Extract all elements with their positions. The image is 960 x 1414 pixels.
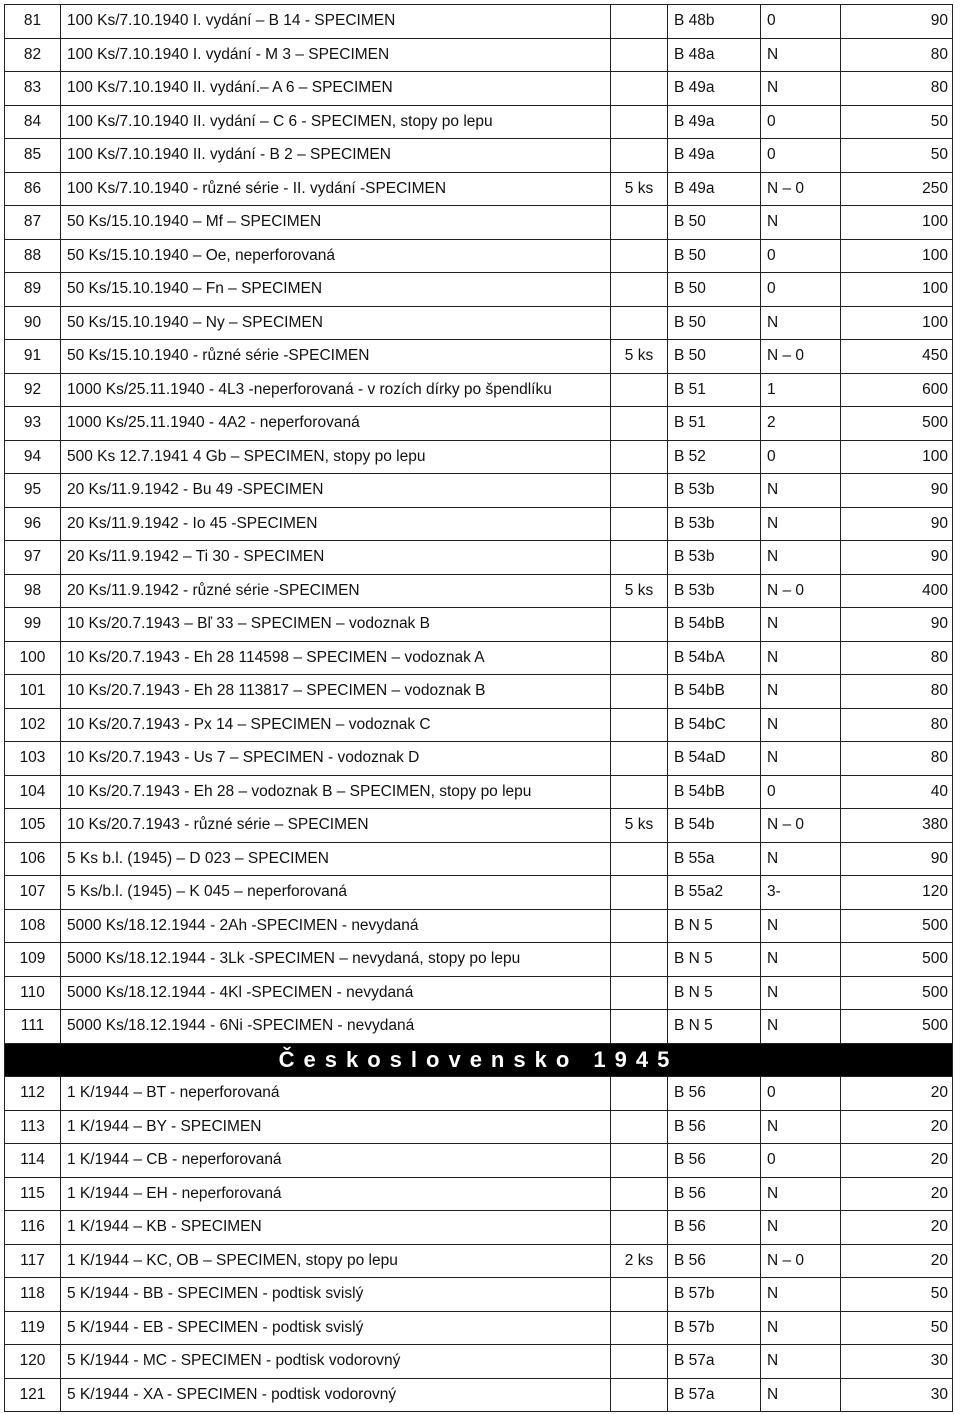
catalog-number: B 49a	[668, 139, 761, 173]
catalog-number: B 55a	[668, 842, 761, 876]
lot-quantity	[611, 742, 668, 776]
lot-price: 100	[841, 206, 953, 240]
lot-price: 500	[841, 1010, 953, 1044]
catalog-number: B 50	[668, 340, 761, 374]
lot-condition: 0	[761, 1077, 841, 1111]
lot-condition: N	[761, 608, 841, 642]
lot-description: 5000 Ks/18.12.1944 - 6Ni -SPECIMEN - nevydaná	[61, 1010, 611, 1044]
catalog-number: B 55a2	[668, 876, 761, 910]
lot-quantity	[611, 1177, 668, 1211]
lot-condition: 0	[761, 139, 841, 173]
catalog-number: B 53b	[668, 541, 761, 575]
lot-number: 120	[5, 1345, 61, 1379]
lot-number: 90	[5, 306, 61, 340]
lot-quantity	[611, 775, 668, 809]
lot-price: 100	[841, 306, 953, 340]
lot-number: 94	[5, 440, 61, 474]
table-row	[5, 306, 953, 340]
lot-price: 500	[841, 976, 953, 1010]
lot-price: 50	[841, 1311, 953, 1345]
lot-condition: 0	[761, 239, 841, 273]
lot-number: 108	[5, 909, 61, 943]
lot-description: 1000 Ks/25.11.1940 - 4L3 -neperforovaná - v rozích dírky po špendlíku	[61, 373, 611, 407]
table-row	[5, 407, 953, 441]
lot-description: 1 K/1944 – EH - neperforovaná	[61, 1177, 611, 1211]
lot-quantity	[611, 1278, 668, 1312]
lot-condition: N	[761, 943, 841, 977]
lot-quantity	[611, 1144, 668, 1178]
lot-price: 100	[841, 440, 953, 474]
lot-number: 87	[5, 206, 61, 240]
lot-description: 5000 Ks/18.12.1944 - 3Lk -SPECIMEN – nevydaná, stopy po lepu	[61, 943, 611, 977]
lot-description: 100 Ks/7.10.1940 I. vydání - M 3 – SPECIMEN	[61, 38, 611, 72]
table-row	[5, 708, 953, 742]
lot-condition: N	[761, 842, 841, 876]
lot-quantity	[611, 1345, 668, 1379]
lot-number: 91	[5, 340, 61, 374]
lot-number: 111	[5, 1010, 61, 1044]
lot-price: 90	[841, 541, 953, 575]
lot-quantity: 5 ks	[611, 340, 668, 374]
lot-condition: N	[761, 541, 841, 575]
table-row	[5, 507, 953, 541]
lot-quantity	[611, 608, 668, 642]
lot-number: 96	[5, 507, 61, 541]
lot-condition: N	[761, 1177, 841, 1211]
lot-quantity	[611, 1110, 668, 1144]
catalog-number: B N 5	[668, 943, 761, 977]
lot-number: 86	[5, 172, 61, 206]
lot-quantity: 5 ks	[611, 574, 668, 608]
table-row	[5, 1077, 953, 1111]
catalog-number: B 50	[668, 206, 761, 240]
lot-description: 500 Ks 12.7.1941 4 Gb – SPECIMEN, stopy po lepu	[61, 440, 611, 474]
table-row	[5, 809, 953, 843]
lot-description: 5 Ks b.l. (1945) – D 023 – SPECIMEN	[61, 842, 611, 876]
catalog-number: B 50	[668, 273, 761, 307]
lot-quantity	[611, 976, 668, 1010]
lot-description: 50 Ks/15.10.1940 – Mf – SPECIMEN	[61, 206, 611, 240]
lot-quantity	[611, 105, 668, 139]
lot-condition: 0	[761, 273, 841, 307]
table-row	[5, 72, 953, 106]
lot-description: 1 K/1944 – KC, OB – SPECIMEN, stopy po lepu	[61, 1244, 611, 1278]
lot-number: 95	[5, 474, 61, 508]
catalog-number: B N 5	[668, 1010, 761, 1044]
lot-price: 600	[841, 373, 953, 407]
lot-price: 90	[841, 507, 953, 541]
lot-condition: N	[761, 1211, 841, 1245]
lot-quantity	[611, 5, 668, 39]
lot-description: 20 Ks/11.9.1942 - Bu 49 -SPECIMEN	[61, 474, 611, 508]
table-row	[5, 742, 953, 776]
catalog-number: B 56	[668, 1110, 761, 1144]
lot-number: 98	[5, 574, 61, 608]
lot-description: 10 Ks/20.7.1943 - Eh 28 113817 – SPECIMEN – vodoznak B	[61, 675, 611, 709]
lot-quantity	[611, 943, 668, 977]
lot-number: 83	[5, 72, 61, 106]
lot-price: 20	[841, 1110, 953, 1144]
catalog-number: B 57b	[668, 1311, 761, 1345]
lot-number: 116	[5, 1211, 61, 1245]
catalog-number: B 54bC	[668, 708, 761, 742]
lot-condition: N	[761, 306, 841, 340]
lot-condition: N – 0	[761, 1244, 841, 1278]
lot-description: 1 K/1944 – BY - SPECIMEN	[61, 1110, 611, 1144]
lot-condition: N	[761, 474, 841, 508]
catalog-number: B 49a	[668, 172, 761, 206]
lot-quantity	[611, 239, 668, 273]
lot-number: 110	[5, 976, 61, 1010]
table-row	[5, 1244, 953, 1278]
lot-number: 117	[5, 1244, 61, 1278]
lot-condition: 0	[761, 1144, 841, 1178]
lot-condition: N	[761, 72, 841, 106]
lot-rows-lower	[5, 1077, 953, 1412]
lot-price: 80	[841, 38, 953, 72]
table-row	[5, 1110, 953, 1144]
lot-description: 50 Ks/15.10.1940 - různé série -SPECIMEN	[61, 340, 611, 374]
lot-quantity	[611, 38, 668, 72]
catalog-number: B 57a	[668, 1378, 761, 1412]
lot-number: 106	[5, 842, 61, 876]
lot-number: 93	[5, 407, 61, 441]
lot-price: 90	[841, 842, 953, 876]
catalog-number: B 54bB	[668, 675, 761, 709]
lot-description: 5 K/1944 - EB - SPECIMEN - podtisk svislý	[61, 1311, 611, 1345]
lot-condition: N	[761, 206, 841, 240]
lot-description: 20 Ks/11.9.1942 - Io 45 -SPECIMEN	[61, 507, 611, 541]
catalog-number: B 57b	[668, 1278, 761, 1312]
table-row	[5, 1144, 953, 1178]
table-row	[5, 1345, 953, 1379]
catalog-number: B 54bB	[668, 608, 761, 642]
lot-quantity	[611, 306, 668, 340]
lot-price: 380	[841, 809, 953, 843]
lot-number: 114	[5, 1144, 61, 1178]
lot-quantity	[611, 876, 668, 910]
lot-condition: 0	[761, 440, 841, 474]
lot-number: 104	[5, 775, 61, 809]
lot-price: 80	[841, 641, 953, 675]
lot-description: 100 Ks/7.10.1940 II. vydání – C 6 - SPECIMEN, stopy po lepu	[61, 105, 611, 139]
lot-condition: 0	[761, 105, 841, 139]
lot-quantity: 5 ks	[611, 809, 668, 843]
lot-price: 40	[841, 775, 953, 809]
lot-description: 1 K/1944 – BT - neperforovaná	[61, 1077, 611, 1111]
lot-condition: N	[761, 1311, 841, 1345]
lot-price: 90	[841, 474, 953, 508]
lot-condition: N	[761, 909, 841, 943]
lot-quantity	[611, 675, 668, 709]
table-row	[5, 139, 953, 173]
lot-condition: 3-	[761, 876, 841, 910]
table-row	[5, 474, 953, 508]
lot-quantity	[611, 474, 668, 508]
lot-quantity	[611, 1077, 668, 1111]
lot-number: 121	[5, 1378, 61, 1412]
table-row	[5, 239, 953, 273]
lot-condition: N	[761, 1110, 841, 1144]
catalog-number: B 54bA	[668, 641, 761, 675]
lot-condition: 1	[761, 373, 841, 407]
table-row	[5, 775, 953, 809]
lot-description: 100 Ks/7.10.1940 II. vydání - B 2 – SPECIMEN	[61, 139, 611, 173]
section-title: Československo 1945	[5, 1043, 953, 1077]
catalog-number: B 48a	[668, 38, 761, 72]
lot-price: 80	[841, 708, 953, 742]
lot-quantity	[611, 842, 668, 876]
lot-description: 10 Ks/20.7.1943 - Eh 28 114598 – SPECIMEN – vodoznak A	[61, 641, 611, 675]
lot-description: 5000 Ks/18.12.1944 - 4Kl -SPECIMEN - nevydaná	[61, 976, 611, 1010]
lot-condition: N – 0	[761, 809, 841, 843]
lot-condition: N – 0	[761, 574, 841, 608]
lot-description: 1000 Ks/25.11.1940 - 4A2 - neperforovaná	[61, 407, 611, 441]
lot-number: 105	[5, 809, 61, 843]
lot-description: 10 Ks/20.7.1943 - Px 14 – SPECIMEN – vodoznak C	[61, 708, 611, 742]
lot-number: 97	[5, 541, 61, 575]
lot-quantity	[611, 909, 668, 943]
catalog-number: B N 5	[668, 909, 761, 943]
lot-quantity	[611, 407, 668, 441]
lot-number: 112	[5, 1077, 61, 1111]
lot-number: 107	[5, 876, 61, 910]
lot-description: 10 Ks/20.7.1943 - různé série – SPECIMEN	[61, 809, 611, 843]
lot-price: 20	[841, 1211, 953, 1245]
lot-condition: N	[761, 507, 841, 541]
lot-quantity	[611, 1010, 668, 1044]
lot-number: 99	[5, 608, 61, 642]
lot-condition: 0	[761, 775, 841, 809]
lot-condition: N	[761, 976, 841, 1010]
catalog-number: B 51	[668, 373, 761, 407]
lot-price: 50	[841, 1278, 953, 1312]
lot-price: 250	[841, 172, 953, 206]
lot-price: 450	[841, 340, 953, 374]
lot-description: 20 Ks/11.9.1942 – Ti 30 - SPECIMEN	[61, 541, 611, 575]
lot-number: 81	[5, 5, 61, 39]
table-row	[5, 38, 953, 72]
section-header-group	[5, 1043, 953, 1077]
lot-price: 30	[841, 1378, 953, 1412]
table-row	[5, 340, 953, 374]
lot-quantity	[611, 507, 668, 541]
table-row	[5, 574, 953, 608]
lot-description: 1 K/1944 – CB - neperforovaná	[61, 1144, 611, 1178]
catalog-number: B 53b	[668, 507, 761, 541]
lot-quantity	[611, 273, 668, 307]
lot-number: 85	[5, 139, 61, 173]
lot-price: 50	[841, 139, 953, 173]
lot-description: 100 Ks/7.10.1940 II. vydání.– A 6 – SPECIMEN	[61, 72, 611, 106]
catalog-number: B 49a	[668, 105, 761, 139]
lot-quantity	[611, 206, 668, 240]
lot-price: 500	[841, 943, 953, 977]
lot-quantity	[611, 1378, 668, 1412]
table-row	[5, 541, 953, 575]
lot-number: 113	[5, 1110, 61, 1144]
lot-number: 103	[5, 742, 61, 776]
table-row	[5, 1278, 953, 1312]
lot-description: 50 Ks/15.10.1940 – Fn – SPECIMEN	[61, 273, 611, 307]
lot-quantity	[611, 541, 668, 575]
lot-number: 115	[5, 1177, 61, 1211]
table-row	[5, 206, 953, 240]
auction-lot-table	[4, 4, 953, 1412]
section-header-row	[5, 1043, 953, 1077]
table-row	[5, 641, 953, 675]
lot-description: 5 K/1944 - MC - SPECIMEN - podtisk vodorovný	[61, 1345, 611, 1379]
lot-rows-upper	[5, 5, 953, 1044]
lot-price: 20	[841, 1244, 953, 1278]
lot-number: 84	[5, 105, 61, 139]
lot-number: 92	[5, 373, 61, 407]
lot-quantity	[611, 373, 668, 407]
lot-quantity	[611, 641, 668, 675]
lot-description: 50 Ks/15.10.1940 – Ny – SPECIMEN	[61, 306, 611, 340]
lot-condition: N	[761, 38, 841, 72]
catalog-number: B 50	[668, 239, 761, 273]
lot-price: 20	[841, 1144, 953, 1178]
lot-description: 1 K/1944 – KB - SPECIMEN	[61, 1211, 611, 1245]
lot-number: 118	[5, 1278, 61, 1312]
catalog-number: B 54aD	[668, 742, 761, 776]
lot-quantity	[611, 440, 668, 474]
lot-description: 50 Ks/15.10.1940 – Oe, neperforovaná	[61, 239, 611, 273]
table-row	[5, 105, 953, 139]
lot-price: 30	[841, 1345, 953, 1379]
lot-quantity	[611, 72, 668, 106]
catalog-number: B 56	[668, 1244, 761, 1278]
lot-quantity	[611, 1211, 668, 1245]
lot-price: 20	[841, 1177, 953, 1211]
lot-condition: N	[761, 708, 841, 742]
catalog-number: B 53b	[668, 474, 761, 508]
lot-description: 5 Ks/b.l. (1945) – K 045 – neperforovaná	[61, 876, 611, 910]
lot-price: 50	[841, 105, 953, 139]
lot-condition: N – 0	[761, 172, 841, 206]
lot-number: 109	[5, 943, 61, 977]
lot-condition: N	[761, 675, 841, 709]
lot-condition: 0	[761, 5, 841, 39]
lot-quantity	[611, 1311, 668, 1345]
lot-description: 10 Ks/20.7.1943 – Bľ 33 – SPECIMEN – vodoznak B	[61, 608, 611, 642]
lot-price: 20	[841, 1077, 953, 1111]
lot-quantity: 2 ks	[611, 1244, 668, 1278]
lot-price: 80	[841, 742, 953, 776]
lot-price: 500	[841, 909, 953, 943]
lot-condition: N – 0	[761, 340, 841, 374]
lot-condition: N	[761, 1378, 841, 1412]
table-row	[5, 1378, 953, 1412]
table-row	[5, 440, 953, 474]
lot-description: 10 Ks/20.7.1943 - Eh 28 – vodoznak B – SPECIMEN, stopy po lepu	[61, 775, 611, 809]
lot-price: 90	[841, 608, 953, 642]
lot-price: 120	[841, 876, 953, 910]
lot-number: 101	[5, 675, 61, 709]
catalog-number: B 50	[668, 306, 761, 340]
lot-quantity: 5 ks	[611, 172, 668, 206]
lot-number: 119	[5, 1311, 61, 1345]
table-row	[5, 1311, 953, 1345]
lot-price: 80	[841, 72, 953, 106]
catalog-number: B 56	[668, 1177, 761, 1211]
lot-price: 400	[841, 574, 953, 608]
catalog-number: B N 5	[668, 976, 761, 1010]
lot-condition: N	[761, 641, 841, 675]
lot-condition: N	[761, 1278, 841, 1312]
table-row	[5, 876, 953, 910]
lot-price: 90	[841, 5, 953, 39]
table-row	[5, 943, 953, 977]
catalog-number: B 51	[668, 407, 761, 441]
lot-description: 20 Ks/11.9.1942 - různé série -SPECIMEN	[61, 574, 611, 608]
table-row	[5, 1177, 953, 1211]
lot-number: 89	[5, 273, 61, 307]
catalog-number: B 56	[668, 1211, 761, 1245]
catalog-number: B 54bB	[668, 775, 761, 809]
lot-price: 500	[841, 407, 953, 441]
catalog-number: B 48b	[668, 5, 761, 39]
lot-description: 10 Ks/20.7.1943 - Us 7 – SPECIMEN - vodoznak D	[61, 742, 611, 776]
lot-description: 100 Ks/7.10.1940 I. vydání – B 14 - SPECIMEN	[61, 5, 611, 39]
catalog-number: B 52	[668, 440, 761, 474]
catalog-number: B 56	[668, 1077, 761, 1111]
lot-condition: 2	[761, 407, 841, 441]
lot-number: 82	[5, 38, 61, 72]
lot-description: 5 K/1944 - XA - SPECIMEN - podtisk vodorovný	[61, 1378, 611, 1412]
lot-description: 100 Ks/7.10.1940 - různé série - II. vydání -SPECIMEN	[61, 172, 611, 206]
catalog-number: B 56	[668, 1144, 761, 1178]
table-row	[5, 373, 953, 407]
lot-number: 88	[5, 239, 61, 273]
table-row	[5, 842, 953, 876]
catalog-number: B 49a	[668, 72, 761, 106]
lot-quantity	[611, 708, 668, 742]
table-row	[5, 1211, 953, 1245]
table-row	[5, 5, 953, 39]
table-row	[5, 1010, 953, 1044]
lot-description: 5000 Ks/18.12.1944 - 2Ah -SPECIMEN - nevydaná	[61, 909, 611, 943]
catalog-number: B 54b	[668, 809, 761, 843]
catalog-number: B 53b	[668, 574, 761, 608]
lot-condition: N	[761, 1345, 841, 1379]
lot-price: 100	[841, 239, 953, 273]
table-row	[5, 976, 953, 1010]
lot-condition: N	[761, 742, 841, 776]
table-row	[5, 909, 953, 943]
table-row	[5, 608, 953, 642]
table-row	[5, 172, 953, 206]
table-row	[5, 273, 953, 307]
lot-description: 5 K/1944 - BB - SPECIMEN - podtisk svislý	[61, 1278, 611, 1312]
lot-number: 100	[5, 641, 61, 675]
lot-quantity	[611, 139, 668, 173]
table-row	[5, 675, 953, 709]
catalog-number: B 57a	[668, 1345, 761, 1379]
lot-condition: N	[761, 1010, 841, 1044]
lot-number: 102	[5, 708, 61, 742]
lot-price: 80	[841, 675, 953, 709]
lot-price: 100	[841, 273, 953, 307]
